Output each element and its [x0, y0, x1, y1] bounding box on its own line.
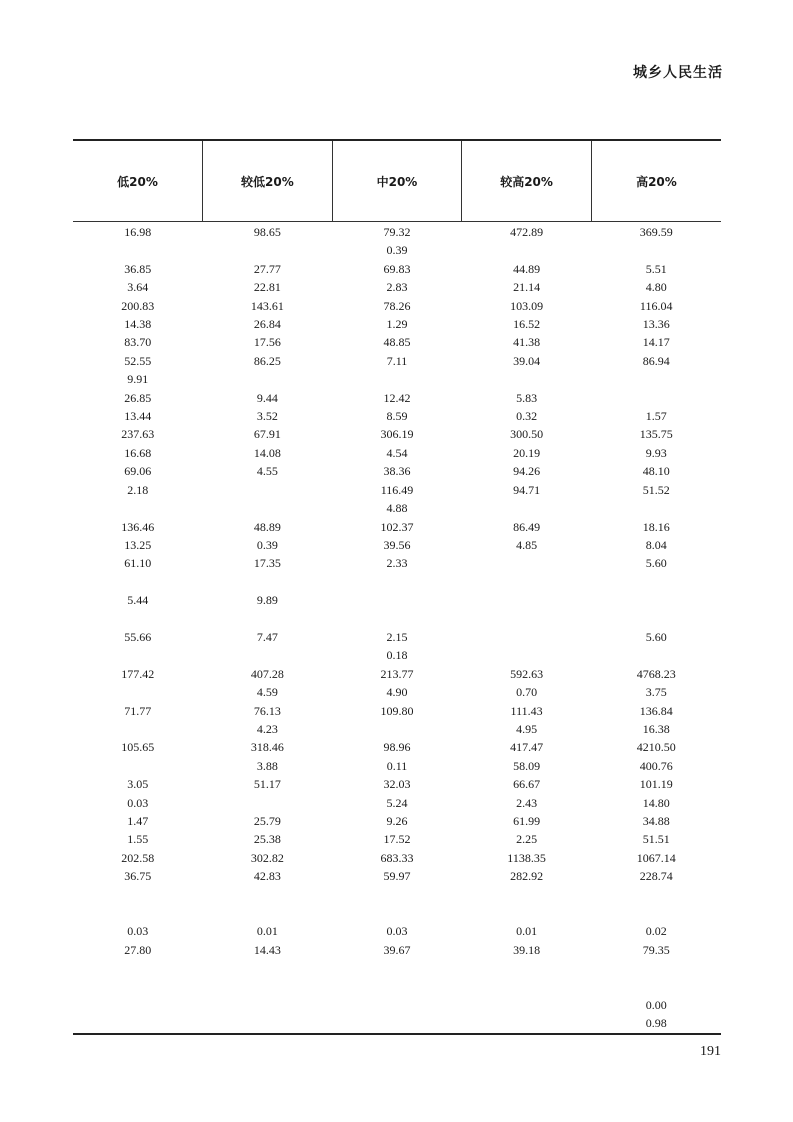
table-cell: 16.68 — [124, 445, 152, 460]
table-cell: 98.65 — [253, 225, 281, 239]
table-cell: 7.11 — [386, 353, 408, 368]
table-cell — [203, 481, 333, 499]
table-cell: 17.56 — [253, 335, 281, 350]
table-cell: 83.70 — [124, 335, 152, 350]
table-cell: 0.70 — [516, 685, 538, 700]
table-cell: 61.99 — [513, 813, 541, 828]
table-row — [73, 904, 721, 922]
table-cell — [591, 241, 721, 259]
table-cell: 4210.50 — [636, 740, 676, 755]
table-cell — [462, 886, 592, 904]
table-row — [73, 518, 721, 536]
table-cell: 3.88 — [256, 758, 278, 773]
table-cell: 32.03 — [383, 777, 411, 792]
table-cell: 34.88 — [642, 813, 670, 828]
table-cell — [73, 904, 203, 922]
table-cell — [73, 610, 203, 628]
table-cell: 5.44 — [127, 593, 149, 608]
table-cell: 102.37 — [380, 519, 414, 534]
table-cell — [203, 610, 333, 628]
table-cell: 9.26 — [386, 813, 408, 828]
table-cell: 69.83 — [383, 261, 411, 276]
table-row — [73, 757, 721, 775]
table-row — [73, 425, 721, 443]
table-cell: 592.63 — [510, 666, 544, 681]
table-cell — [203, 241, 333, 259]
table-cell — [203, 573, 333, 591]
table-row — [73, 297, 721, 315]
table-cell — [462, 591, 592, 609]
table-cell: 39.67 — [383, 942, 411, 957]
table-cell: 27.80 — [124, 942, 152, 957]
table-row — [73, 720, 721, 738]
table-cell: 0.02 — [645, 924, 667, 939]
table-cell — [73, 978, 203, 996]
table-cell: 4.90 — [386, 685, 408, 700]
table-cell: 3.75 — [645, 685, 667, 700]
table-row — [73, 830, 721, 848]
table-cell — [462, 628, 592, 646]
column-header-low: 低20% — [73, 140, 203, 222]
table-cell: 0.03 — [386, 924, 408, 939]
table-cell — [332, 886, 462, 904]
table-cell — [73, 720, 203, 738]
table-cell: 2.43 — [516, 795, 538, 810]
table-cell: 1067.14 — [636, 850, 676, 865]
table-cell — [73, 1014, 203, 1033]
table-cell: 101.19 — [639, 777, 673, 792]
table-cell — [203, 959, 333, 977]
table-cell: 4768.23 — [636, 666, 676, 681]
table-cell: 136.46 — [121, 519, 155, 534]
table-cell — [591, 886, 721, 904]
column-header-high: 高20% — [591, 140, 721, 222]
table-cell: 9.91 — [127, 372, 149, 387]
table-cell: 25.79 — [253, 813, 281, 828]
table-cell — [332, 996, 462, 1014]
table-row — [73, 812, 721, 830]
table-cell — [332, 370, 462, 388]
table-cell: 143.61 — [250, 298, 284, 313]
table-cell: 200.83 — [121, 298, 155, 313]
table-cell — [73, 886, 203, 904]
table-cell: 2.25 — [516, 832, 538, 847]
table-cell: 8.04 — [645, 537, 667, 552]
table-cell: 0.01 — [516, 924, 538, 939]
table-cell — [462, 610, 592, 628]
table-cell — [73, 241, 203, 259]
table-cell: 202.58 — [121, 850, 155, 865]
table-cell: 48.85 — [383, 335, 411, 350]
table-cell: 94.26 — [513, 464, 541, 479]
table-cell: 109.80 — [380, 703, 414, 718]
table-cell: 51.51 — [642, 832, 670, 847]
table-cell: 300.50 — [510, 427, 544, 442]
table-cell: 42.83 — [253, 869, 281, 884]
table-row — [73, 628, 721, 646]
table-cell — [462, 904, 592, 922]
table-cell — [332, 573, 462, 591]
table-row — [73, 738, 721, 756]
table-cell: 59.97 — [383, 869, 411, 884]
table-cell — [462, 959, 592, 977]
table-row — [73, 554, 721, 572]
table-cell — [203, 370, 333, 388]
table-cell: 9.89 — [256, 593, 278, 608]
table-cell: 18.16 — [642, 519, 670, 534]
table-row — [73, 978, 721, 996]
table-cell: 12.42 — [383, 390, 411, 405]
table-cell: 20.19 — [513, 445, 541, 460]
table-cell: 86.94 — [642, 353, 670, 368]
table-cell: 9.93 — [645, 445, 667, 460]
data-table — [73, 139, 721, 1035]
table-row — [73, 1014, 721, 1033]
table-cell — [73, 996, 203, 1014]
table-cell: 14.38 — [124, 317, 152, 332]
table-cell: 472.89 — [510, 225, 544, 239]
table-cell: 41.38 — [513, 335, 541, 350]
table-cell: 111.43 — [510, 703, 543, 718]
table-cell: 58.09 — [513, 758, 541, 773]
table-row — [73, 591, 721, 609]
table-cell: 86.25 — [253, 353, 281, 368]
table-cell: 25.38 — [253, 832, 281, 847]
table-cell: 13.44 — [124, 409, 152, 424]
table-cell: 27.77 — [253, 261, 281, 276]
table-cell: 2.33 — [386, 556, 408, 571]
table-row — [73, 573, 721, 591]
table-cell — [462, 241, 592, 259]
table-row — [73, 462, 721, 480]
table-cell: 98.96 — [383, 740, 411, 755]
table-cell: 39.56 — [383, 537, 411, 552]
table-cell: 86.49 — [513, 519, 541, 534]
table-cell: 51.52 — [642, 482, 670, 497]
table-cell — [591, 959, 721, 977]
table-cell: 8.59 — [386, 409, 408, 424]
table-cell — [591, 904, 721, 922]
table-cell — [591, 978, 721, 996]
table-cell — [73, 573, 203, 591]
table-cell: 5.83 — [516, 390, 538, 405]
table-cell: 683.33 — [380, 850, 414, 865]
table-cell: 2.83 — [386, 280, 408, 295]
table-cell — [332, 1014, 462, 1033]
table-cell: 0.11 — [386, 758, 408, 773]
table-cell: 103.09 — [510, 298, 544, 313]
table-cell: 3.64 — [127, 280, 149, 295]
table-cell: 21.14 — [513, 280, 541, 295]
table-cell — [462, 978, 592, 996]
table-row — [73, 389, 721, 407]
table-cell: 13.25 — [124, 537, 152, 552]
table-cell: 1.55 — [127, 832, 149, 847]
table-cell: 78.26 — [383, 298, 411, 313]
column-header-lower-middle: 较低20% — [203, 140, 333, 222]
table-cell: 237.63 — [121, 427, 155, 442]
table-cell: 417.47 — [510, 740, 544, 755]
table-row — [73, 499, 721, 517]
table-cell: 4.88 — [386, 501, 408, 516]
table-cell: 177.42 — [121, 666, 155, 681]
table-cell: 14.80 — [642, 795, 670, 810]
table-cell — [203, 794, 333, 812]
table-cell: 61.10 — [124, 556, 152, 571]
table-cell — [73, 499, 203, 517]
table-cell: 7.47 — [256, 629, 278, 644]
table-row — [73, 886, 721, 904]
table-cell: 135.75 — [639, 427, 673, 442]
table-cell — [203, 499, 333, 517]
table-cell: 44.89 — [513, 261, 541, 276]
table-cell: 4.55 — [256, 464, 278, 479]
table-cell: 4.80 — [645, 280, 667, 295]
table-cell — [332, 904, 462, 922]
table-cell — [332, 720, 462, 738]
table-row — [73, 278, 721, 296]
table-cell: 79.35 — [642, 942, 670, 957]
table-row — [73, 849, 721, 867]
table-row — [73, 683, 721, 701]
table-cell: 36.85 — [124, 261, 152, 276]
table-row — [73, 536, 721, 554]
table-cell: 0.03 — [127, 795, 149, 810]
table-cell: 3.52 — [256, 409, 278, 424]
table-row — [73, 665, 721, 683]
table-cell: 17.52 — [383, 832, 411, 847]
table-cell: 1.29 — [386, 317, 408, 332]
table-row — [73, 407, 721, 425]
table-row — [73, 922, 721, 940]
table-cell: 4.59 — [256, 685, 278, 700]
table-cell: 116.49 — [380, 482, 414, 497]
table-row — [73, 260, 721, 278]
table-cell: 38.36 — [383, 464, 411, 479]
table-cell — [591, 389, 721, 407]
header-row — [73, 140, 721, 222]
table-cell: 5.51 — [645, 261, 667, 276]
table-cell — [332, 959, 462, 977]
table-cell — [203, 1014, 333, 1033]
table-cell — [462, 646, 592, 664]
table-cell: 3.05 — [127, 777, 149, 792]
table-cell — [591, 591, 721, 609]
table-cell: 14.08 — [253, 445, 281, 460]
table-cell — [203, 978, 333, 996]
table-cell: 369.59 — [639, 225, 673, 239]
table-row — [73, 941, 721, 959]
table-row — [73, 775, 721, 793]
table-cell — [73, 683, 203, 701]
running-head: 城乡人民生活 — [633, 65, 723, 81]
table-cell: 9.44 — [256, 390, 278, 405]
table-cell: 26.85 — [124, 390, 152, 405]
table-cell: 39.04 — [513, 353, 541, 368]
table-cell — [73, 646, 203, 664]
table-cell: 66.67 — [513, 777, 541, 792]
table-cell — [203, 904, 333, 922]
table-row — [73, 867, 721, 885]
table-cell — [462, 996, 592, 1014]
table-cell: 17.35 — [253, 556, 281, 571]
table-cell: 4.54 — [386, 445, 408, 460]
table-cell: 2.18 — [127, 482, 149, 497]
table-cell: 0.03 — [127, 924, 149, 939]
table-cell: 55.66 — [124, 629, 152, 644]
table-cell: 105.65 — [121, 740, 155, 755]
table-cell: 48.89 — [253, 519, 281, 534]
table-cell: 0.18 — [386, 648, 408, 663]
table-cell: 16.52 — [513, 317, 541, 332]
table-cell: 5.24 — [386, 795, 408, 810]
table-cell: 0.00 — [645, 997, 667, 1012]
table-cell: 1.57 — [645, 409, 667, 424]
table-row — [73, 370, 721, 388]
table-cell: 4.23 — [256, 721, 278, 736]
page-number: 191 — [700, 1044, 721, 1059]
table-cell — [332, 591, 462, 609]
table-cell: 0.01 — [256, 924, 278, 939]
table-cell: 14.17 — [642, 335, 670, 350]
table-cell — [462, 554, 592, 572]
table-cell: 14.43 — [253, 942, 281, 957]
table-row — [73, 222, 721, 242]
table-row — [73, 996, 721, 1014]
table-cell: 4.95 — [516, 721, 538, 736]
table-cell — [73, 959, 203, 977]
table-cell: 1138.35 — [507, 850, 546, 865]
table-cell: 94.71 — [513, 482, 541, 497]
table-cell — [203, 886, 333, 904]
table-cell: 0.39 — [256, 537, 278, 552]
table-cell: 5.60 — [645, 556, 667, 571]
table-cell: 13.36 — [642, 317, 670, 332]
table-cell: 0.39 — [386, 243, 408, 258]
table-cell: 136.84 — [639, 703, 673, 718]
table-cell: 52.55 — [124, 353, 152, 368]
table-row — [73, 959, 721, 977]
table-cell: 16.38 — [642, 721, 670, 736]
table-cell: 282.92 — [510, 869, 544, 884]
table-cell: 0.32 — [516, 409, 538, 424]
column-header-middle: 中20% — [332, 140, 462, 222]
table-row — [73, 333, 721, 351]
column-header-upper-middle: 较高20% — [462, 140, 592, 222]
table-cell — [591, 573, 721, 591]
table-cell — [203, 646, 333, 664]
table-cell — [332, 978, 462, 996]
table-cell: 26.84 — [253, 317, 281, 332]
table-body — [73, 222, 721, 1034]
table-row — [73, 481, 721, 499]
table-cell: 67.91 — [253, 427, 281, 442]
table-cell: 302.82 — [250, 850, 284, 865]
table-cell: 318.46 — [250, 740, 284, 755]
table-cell: 0.98 — [591, 1014, 721, 1033]
table-row — [73, 646, 721, 664]
table-cell: 5.60 — [645, 629, 667, 644]
table-cell — [203, 996, 333, 1014]
table-cell — [462, 573, 592, 591]
table-cell: 2.15 — [386, 629, 408, 644]
table-cell: 116.04 — [639, 298, 673, 313]
table-cell: 76.13 — [253, 703, 281, 718]
table-cell: 407.28 — [250, 666, 284, 681]
table-cell: 71.77 — [124, 703, 152, 718]
table-cell — [73, 757, 203, 775]
table-cell — [591, 646, 721, 664]
table-cell: 39.18 — [513, 942, 541, 957]
table-cell — [462, 1014, 592, 1033]
table-cell: 400.76 — [639, 758, 673, 773]
table-cell: 213.77 — [380, 666, 414, 681]
table-cell: 51.17 — [253, 777, 281, 792]
table-cell — [591, 499, 721, 517]
table-cell: 22.81 — [253, 280, 281, 295]
table-cell — [332, 610, 462, 628]
table-cell: 36.75 — [124, 869, 152, 884]
table-cell — [462, 370, 592, 388]
table-cell — [591, 370, 721, 388]
table-cell: 48.10 — [642, 464, 670, 479]
table-cell: 1.47 — [127, 813, 149, 828]
table-cell: 4.85 — [516, 537, 538, 552]
table-row — [73, 241, 721, 259]
table-cell: 16.98 — [124, 225, 152, 239]
table-row — [73, 444, 721, 462]
table-row — [73, 352, 721, 370]
table-cell — [591, 610, 721, 628]
table-cell: 228.74 — [639, 869, 673, 884]
table-cell: 69.06 — [124, 464, 152, 479]
table-row — [73, 315, 721, 333]
table-row — [73, 610, 721, 628]
table-cell: 306.19 — [380, 427, 414, 442]
table-cell: 79.32 — [383, 225, 411, 239]
table-cell — [462, 499, 592, 517]
table-row — [73, 794, 721, 812]
table-row — [73, 702, 721, 720]
